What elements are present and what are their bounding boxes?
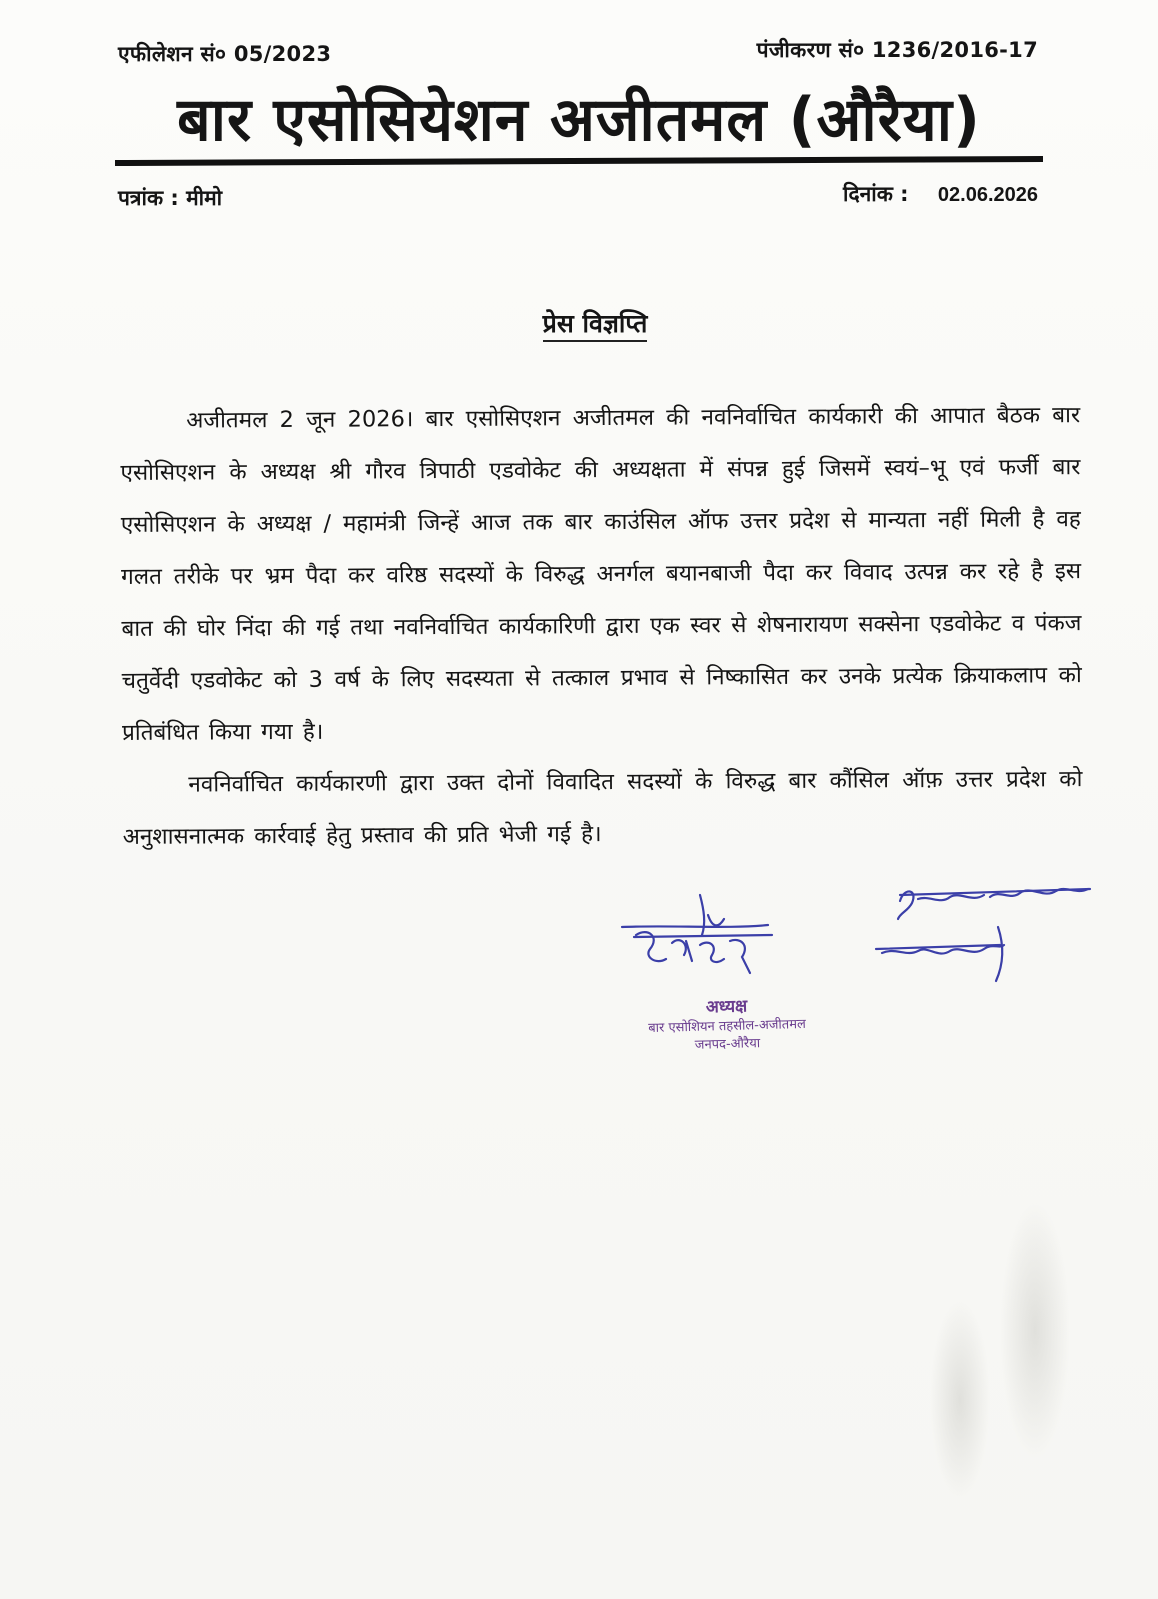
paper-smudge [930, 1300, 990, 1500]
secretary-signature [876, 889, 1090, 981]
press-release-heading [0, 306, 1158, 340]
president-signature [622, 895, 772, 973]
paper-smudge [1000, 1200, 1070, 1460]
body-paragraph: अजीतमल 2 जून 2026। बार एसोसिएशन अजीतमल की नवनिर्वाचित कार्यकारी की आपात बैठक बार एसोसिएशन के अध्यक्ष श्री गौरव त्रिपाठी एडवोकेट की अध्यक्षता में संपन्न हुई जिसमें स्वयं–भू एवं फर्जी बार एसोसिएशन के अध्यक्ष / महामंत्री जिन्हें आज तक बार काउंसिल ऑफ उत्तर प्रदेश से मान्यता नहीं मिली है वह गलत तरीके पर भ्रम पैदा कर वरिष्ठ सदस्यों के विरुद्ध अनर्गल बयानबाजी पैदा कर विवाद उत्पन्न कर रहे है इस बात की घोर निंदा की गई तथा नवनिर्वाचित कार्यकारिणी द्वारा एक स्वर से शेषनारायण सक्सेना एडवोकेट व पंकज चतुर्वेदी एडवोकेट को 3 वर्ष के लिए सदस्यता से तत्काल प्रभाव से निष्कासित कर उनके प्रत्येक क्रियाकलाप को प्रतिबंधित किया गया है। [120, 402, 1082, 746]
stamp-title: अध्यक्ष [705, 996, 748, 1018]
press-release-body [120, 389, 1083, 863]
body-paragraph: नवनिर्वाचित कार्यकारणी द्वारा उक्त दोनों विवादित सदस्यों के विरुद्ध बार कौंसिल ऑफ़ उत्तर प्रदेश को अनुशासनात्मक कार्रवाई हेतु प्रस्ताव की प्रति भेजी गई है। [122, 766, 1083, 850]
official-stamp [611, 993, 842, 1057]
document-date [843, 180, 1038, 208]
stamp-district: जनपद-औरैया [694, 1036, 761, 1053]
registration-number: पंजीकरण सं० 1236/2016-17 [756, 38, 1038, 62]
date-label: दिनांक : [843, 182, 909, 206]
press-release-title: प्रेस विज्ञप्ति [543, 309, 648, 342]
organization-name: बार एसोसियेशन अजीतमल (औरैया) [177, 85, 981, 155]
affiliation-number: एफीलेशन सं० 05/2023 [118, 42, 332, 66]
reference-number: पत्रांक : मीमो [118, 186, 223, 210]
handwritten-signatures [600, 875, 1120, 1005]
stamp-organization: बार एसोशियन तहसील-अजीतमल [648, 1016, 807, 1037]
date-value: 02.06.2026 [937, 184, 1038, 206]
